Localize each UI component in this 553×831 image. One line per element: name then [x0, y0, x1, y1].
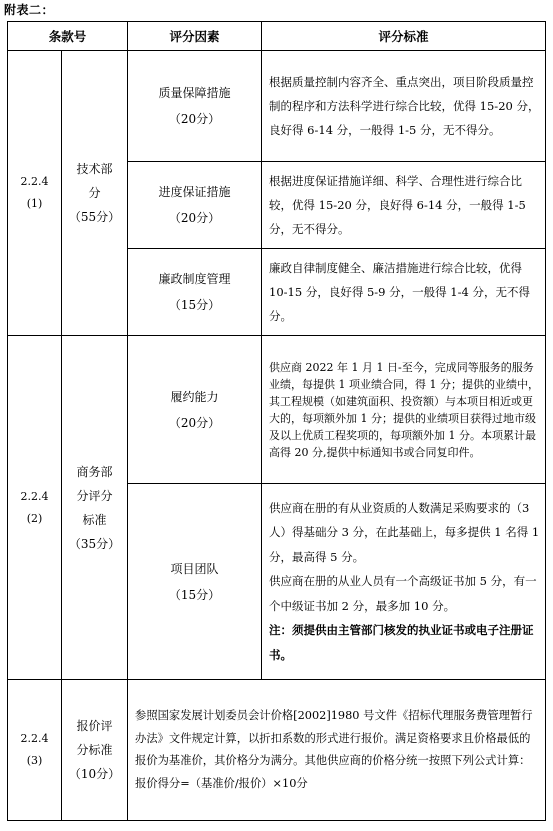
- criteria-quality: 根据质量控制内容齐全、重点突出，项目阶段质量控制的程序和方法科学进行综合比较，优得 15-20 分，良好得 6-14 分，一般得 1-5 分，无不得分。: [262, 51, 546, 162]
- factor-team: [128, 484, 262, 680]
- category-points: （55分）: [68, 210, 121, 224]
- header-standard: 评分标准: [262, 22, 546, 51]
- header-row: [8, 22, 546, 51]
- factor-name: 质量保障措施: [158, 86, 231, 100]
- category-points: （35分）: [68, 536, 121, 551]
- factor-points: （20分）: [168, 211, 221, 225]
- category-line: 分: [88, 186, 101, 200]
- criteria-note: 注：须提供由主管部门核发的执业证书或电子注册证书。: [269, 623, 534, 662]
- factor-points: （20分）: [168, 415, 221, 430]
- table-row: [8, 336, 546, 484]
- category-line: 分评分: [76, 488, 113, 503]
- criteria-performance: 供应商 2022 年 1 月 1 日-至今，完成同等服务的服务业绩，每提供 1 项业绩合同，得 1 分；提供的业绩中，其工程规模（如建筑面积、投资额）与本项目相近或更大的，每项额外加 1 分；提供的业绩项目获得过地市级及以上优质工程奖项的，每项额外加 1 分。本项累计最高得 20 分,提供中标通知书或合同复印件。: [262, 336, 546, 484]
- appendix-title: 附表二：: [4, 3, 55, 17]
- table-row: [8, 51, 546, 162]
- category-business: [62, 336, 128, 680]
- scoring-table: [7, 21, 546, 821]
- factor-schedule: [128, 162, 262, 249]
- criteria-integrity: 廉政自律制度健全、廉洁措施进行综合比较，优得 10-15 分，良好得 5-9 分，一般得 1-4 分，无不得分。: [262, 249, 546, 336]
- clause-number: [8, 680, 62, 821]
- category-line: 技术部: [76, 162, 113, 176]
- header-factor: 评分因素: [128, 22, 262, 51]
- clause-number-sub: (3): [26, 754, 43, 767]
- clause-number: [8, 51, 62, 336]
- clause-number-sub: (1): [26, 197, 43, 210]
- criteria-price: 参照国家发展计划委员会计价格[2002]1980 号文件《招标代理服务费管理暂行办法》文件规定计算，以折扣系数的形式进行报价。满足资格要求且价格最低的报价为基准价，其价格分为满分。其他供应商的价格分统一按照下列公式计算：报价得分=（基准价/报价）×10分: [128, 680, 546, 821]
- factor-points: （20分）: [168, 112, 221, 126]
- category-technical: [62, 51, 128, 336]
- clause-number-line: 2.2.4: [20, 175, 49, 188]
- category-points: （10分）: [68, 767, 121, 781]
- clause-number: [8, 336, 62, 680]
- criteria-paragraph: 供应商在册的有从业资质的人数满足采购要求的（3人）得基础分 3 分，在此基础上，每多提供 1 名得 1 分，最高得 5 分。: [269, 500, 540, 564]
- factor-name: 进度保证措施: [158, 185, 231, 199]
- factor-quality: [128, 51, 262, 162]
- clause-number-sub: (2): [26, 511, 43, 525]
- factor-name: 项目团队: [170, 561, 219, 576]
- factor-integrity: [128, 249, 262, 336]
- criteria-paragraph: 供应商在册的从业人员有一个高级证书加 5 分，有一个中级证书加 2 分，最多加 10 分。: [269, 574, 537, 613]
- category-line: 报价评: [76, 719, 113, 733]
- category-price: [62, 680, 128, 821]
- factor-points: （15分）: [168, 298, 221, 312]
- factor-name: 廉政制度管理: [158, 272, 231, 286]
- clause-number-line: 2.2.4: [20, 489, 49, 503]
- clause-number-line: 2.2.4: [20, 732, 49, 745]
- table-row: [8, 680, 546, 821]
- header-clause: 条款号: [8, 22, 128, 51]
- factor-performance: [128, 336, 262, 484]
- criteria-schedule: 根据进度保证措施详细、科学、合理性进行综合比较，优得 15-20 分，良好得 6-14 分，一般得 1-5 分，无不得分。: [262, 162, 546, 249]
- category-line: 商务部: [76, 464, 113, 479]
- category-line: 标准: [82, 512, 107, 527]
- factor-points: （15分）: [168, 587, 221, 602]
- factor-name: 履约能力: [170, 389, 219, 404]
- category-line: 分标准: [76, 743, 113, 757]
- criteria-team: [262, 484, 546, 680]
